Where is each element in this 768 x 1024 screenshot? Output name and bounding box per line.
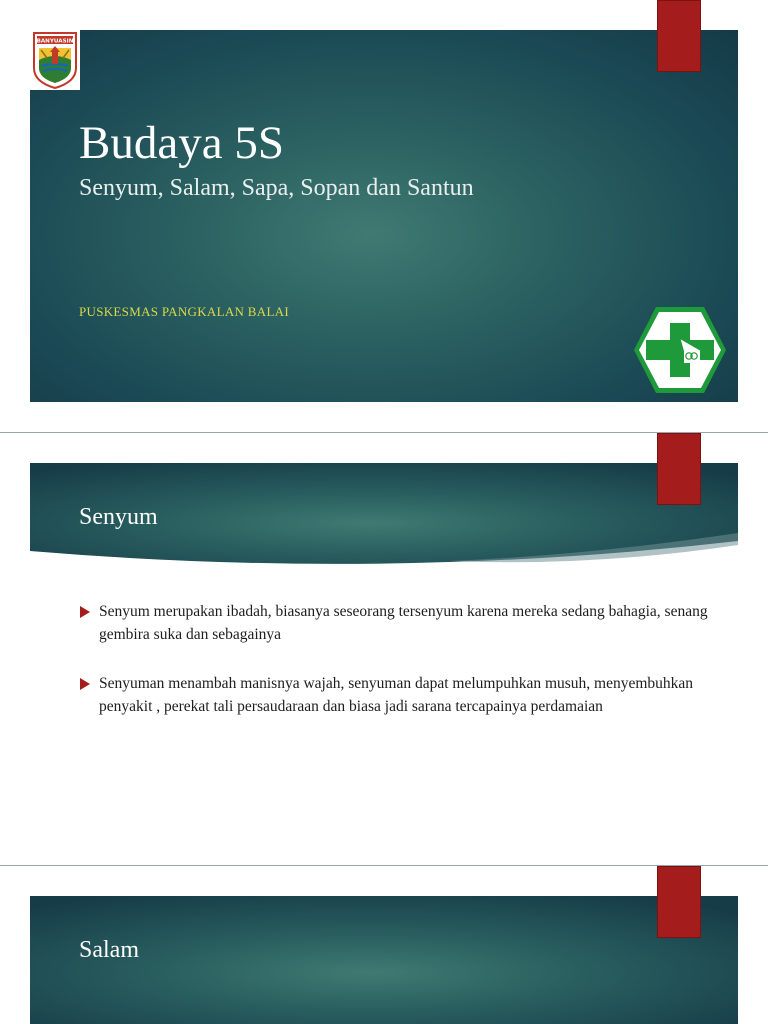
banyuasin-crest-icon [30,30,80,90]
list-item [79,601,739,646]
organization-name: PUSKESMAS PANGKALAN BALAI [79,304,289,319]
bullet-text: Senyuman menambah manisnya wajah, senyuman dapat melumpuhkan musuh, menyembuhkan penyakit , perekat tali persaudaraan dan biasa jadi sarana tercapainya perdamaian [99,675,694,715]
red-accent-tab [657,433,701,505]
crest-badge-text: BANYUASIN [36,38,74,45]
red-accent-tab [657,0,701,72]
slide-title [0,0,768,432]
list-item [79,673,739,718]
bullet-arrow-icon [80,606,90,618]
bullet-text: Senyum merupakan ibadah, biasanya seseorang tersenyum karena mereka sedang bahagia, senang gembira suka dan sebagainya [99,603,708,643]
slide-senyum [0,433,768,865]
puskesmas-cross-icon [632,305,728,395]
bullet-arrow-icon [80,678,90,690]
section-title: Salam [79,937,139,963]
red-accent-tab [657,866,701,938]
section-title: Senyum [79,504,158,530]
page-title: Budaya 5S [79,117,284,169]
slide-salam [0,866,768,1024]
page-subtitle: Senyum, Salam, Sapa, Sopan dan Santun [79,175,474,201]
bullet-list [79,601,739,745]
